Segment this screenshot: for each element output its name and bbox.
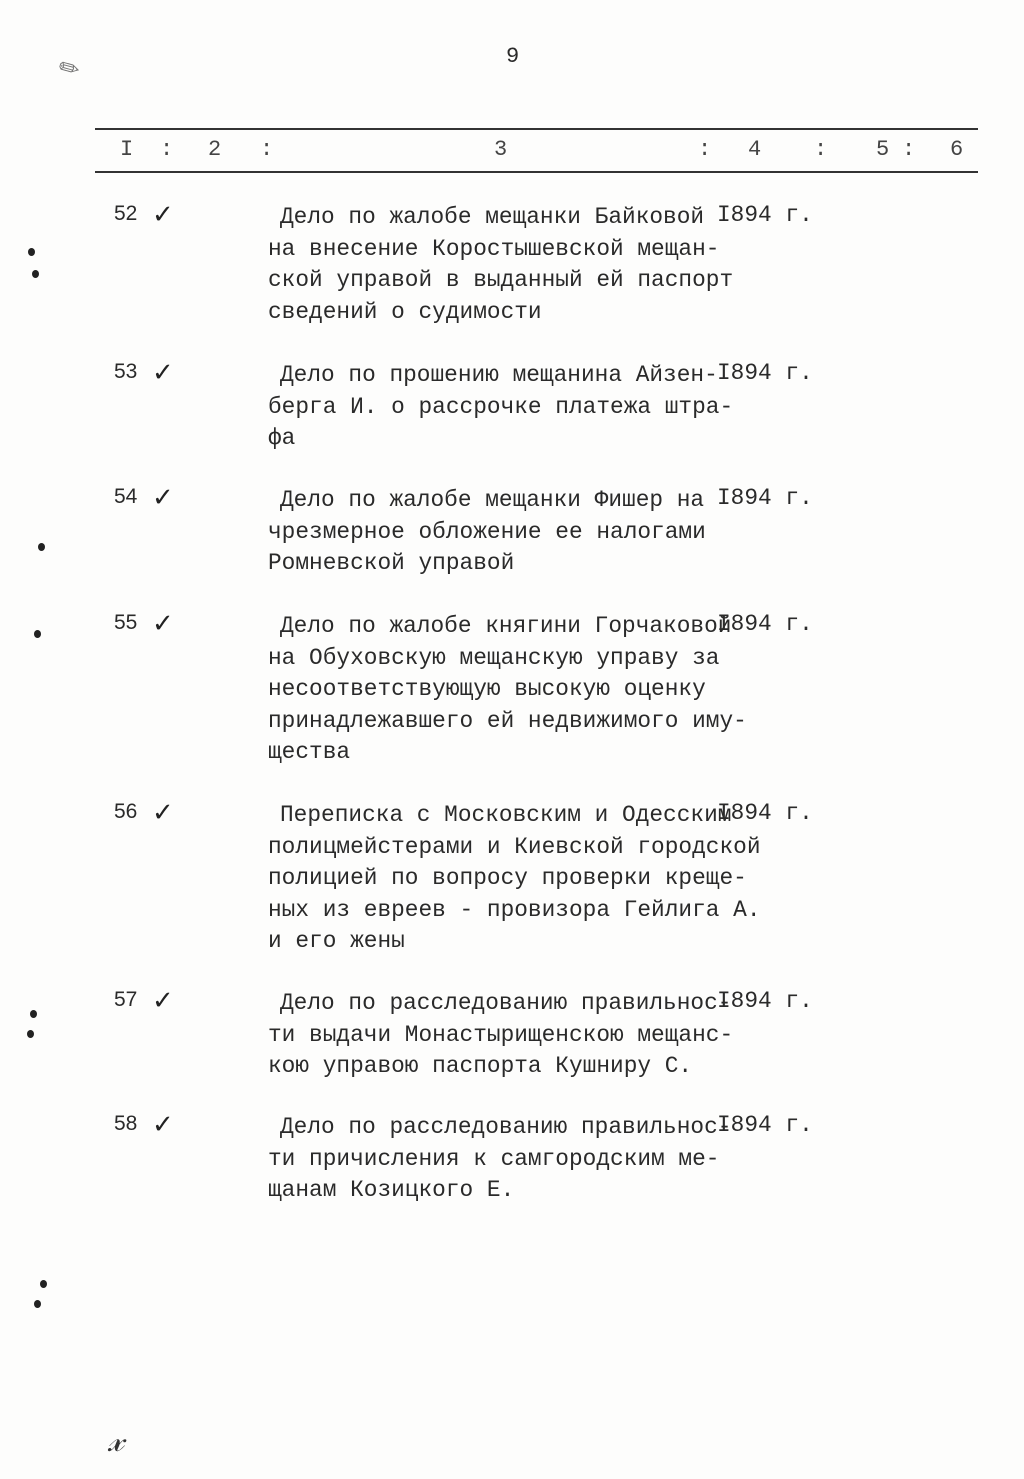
entry-line: щанам Козицкого Е. [268, 1177, 515, 1203]
entry-number: 58 [114, 1112, 138, 1135]
entry-number: 52 [114, 202, 138, 225]
entry-number: 53 [114, 360, 138, 383]
entry-line: Дело по жалобе княгини Горчаковой [280, 613, 732, 639]
entry-line: ти причисления к самгородским ме- [268, 1145, 720, 1172]
entry-line: Дело по прошению мещанина Айзен- [280, 362, 718, 388]
entry-year: I894 г. [717, 800, 813, 826]
entry-line: ных из евреев - провизора Гейлига А. [268, 896, 761, 923]
header-col4: 4 [748, 137, 762, 162]
entry-description [268, 202, 733, 328]
entry-line: чрезмерное обложение ее налогами [268, 518, 706, 545]
header-rule-bottom [95, 171, 978, 173]
header-sep: : [814, 137, 828, 162]
entry-year: I894 г. [717, 360, 813, 386]
entry-line: Переписка с Московским и Одесским [280, 802, 732, 828]
entry-line: сведений о судимости [268, 298, 542, 325]
check-mark-icon: ✓ [152, 798, 174, 828]
entry-year: I894 г. [717, 611, 813, 637]
header-col5: 5 [876, 137, 890, 162]
entry-line: Дело по жалобе мещанки Фишер на [280, 487, 705, 513]
entry-year: I894 г. [717, 1112, 813, 1138]
header-col2: 2 [208, 137, 222, 162]
header-col6: 6 [950, 137, 964, 162]
entry-description [268, 485, 706, 580]
check-mark-icon: ✓ [152, 1110, 174, 1140]
entry-number: 56 [114, 800, 138, 823]
entry-description [268, 611, 747, 769]
entry-line: на внесение Коростышевской мещан- [268, 235, 720, 262]
header-sep: : [698, 137, 712, 162]
entry-number: 57 [114, 988, 138, 1011]
check-mark-icon: ✓ [152, 609, 174, 639]
check-mark-icon: ✓ [152, 200, 174, 230]
check-mark-icon: ✓ [152, 358, 174, 388]
entry-line: полицмейстерами и Киевской городской [268, 833, 761, 860]
entry-description [268, 1112, 731, 1207]
header-rule-top [95, 128, 978, 130]
entry-line: ской управой в выданный ей паспорт [268, 267, 734, 293]
entry-line: Дело по жалобе мещанки Байковой [280, 204, 705, 230]
entry-year: I894 г. [717, 988, 813, 1014]
handwritten-mark: 𝓍 [108, 1420, 125, 1460]
entry-line: и его жены [268, 928, 405, 954]
check-mark-icon: ✓ [152, 986, 174, 1016]
header-col1: I [120, 137, 134, 162]
entry-line: ти выдачи Монастырищенскою мещанс- [268, 1021, 734, 1048]
page-number: 9 [506, 44, 520, 69]
entry-number: 55 [114, 611, 138, 634]
entry-year: I894 г. [717, 202, 813, 228]
entry-line: берга И. о рассрочке платежа штра- [268, 393, 734, 420]
entry-description [268, 800, 761, 958]
entry-number: 54 [114, 485, 138, 508]
entry-line: Дело по расследованию правильнос- [280, 990, 732, 1016]
entry-line: на Обуховскую мещанскую управу за [268, 644, 720, 671]
entry-line: Дело по расследованию правильнос- [280, 1114, 732, 1140]
entry-description [268, 360, 733, 455]
entry-line: фа [268, 425, 296, 451]
header-sep: : [160, 137, 174, 162]
entry-line: несоответствующую высокую оценку [268, 676, 706, 702]
corner-mark: ✎ [53, 50, 87, 90]
entry-line: кою управою паспорта Кушниру С. [268, 1053, 693, 1079]
header-col3: 3 [494, 137, 508, 162]
check-mark-icon: ✓ [152, 483, 174, 513]
entry-line: Ромневской управой [268, 550, 515, 576]
entry-description [268, 988, 733, 1083]
header-sep: : [902, 137, 916, 162]
entry-line: полицией по вопросу проверки креще- [268, 865, 747, 891]
entry-line: щества [268, 739, 351, 765]
entry-year: I894 г. [717, 485, 813, 511]
entry-line: принадлежавшего ей недвижимого иму- [268, 707, 747, 734]
header-sep: : [260, 137, 274, 162]
